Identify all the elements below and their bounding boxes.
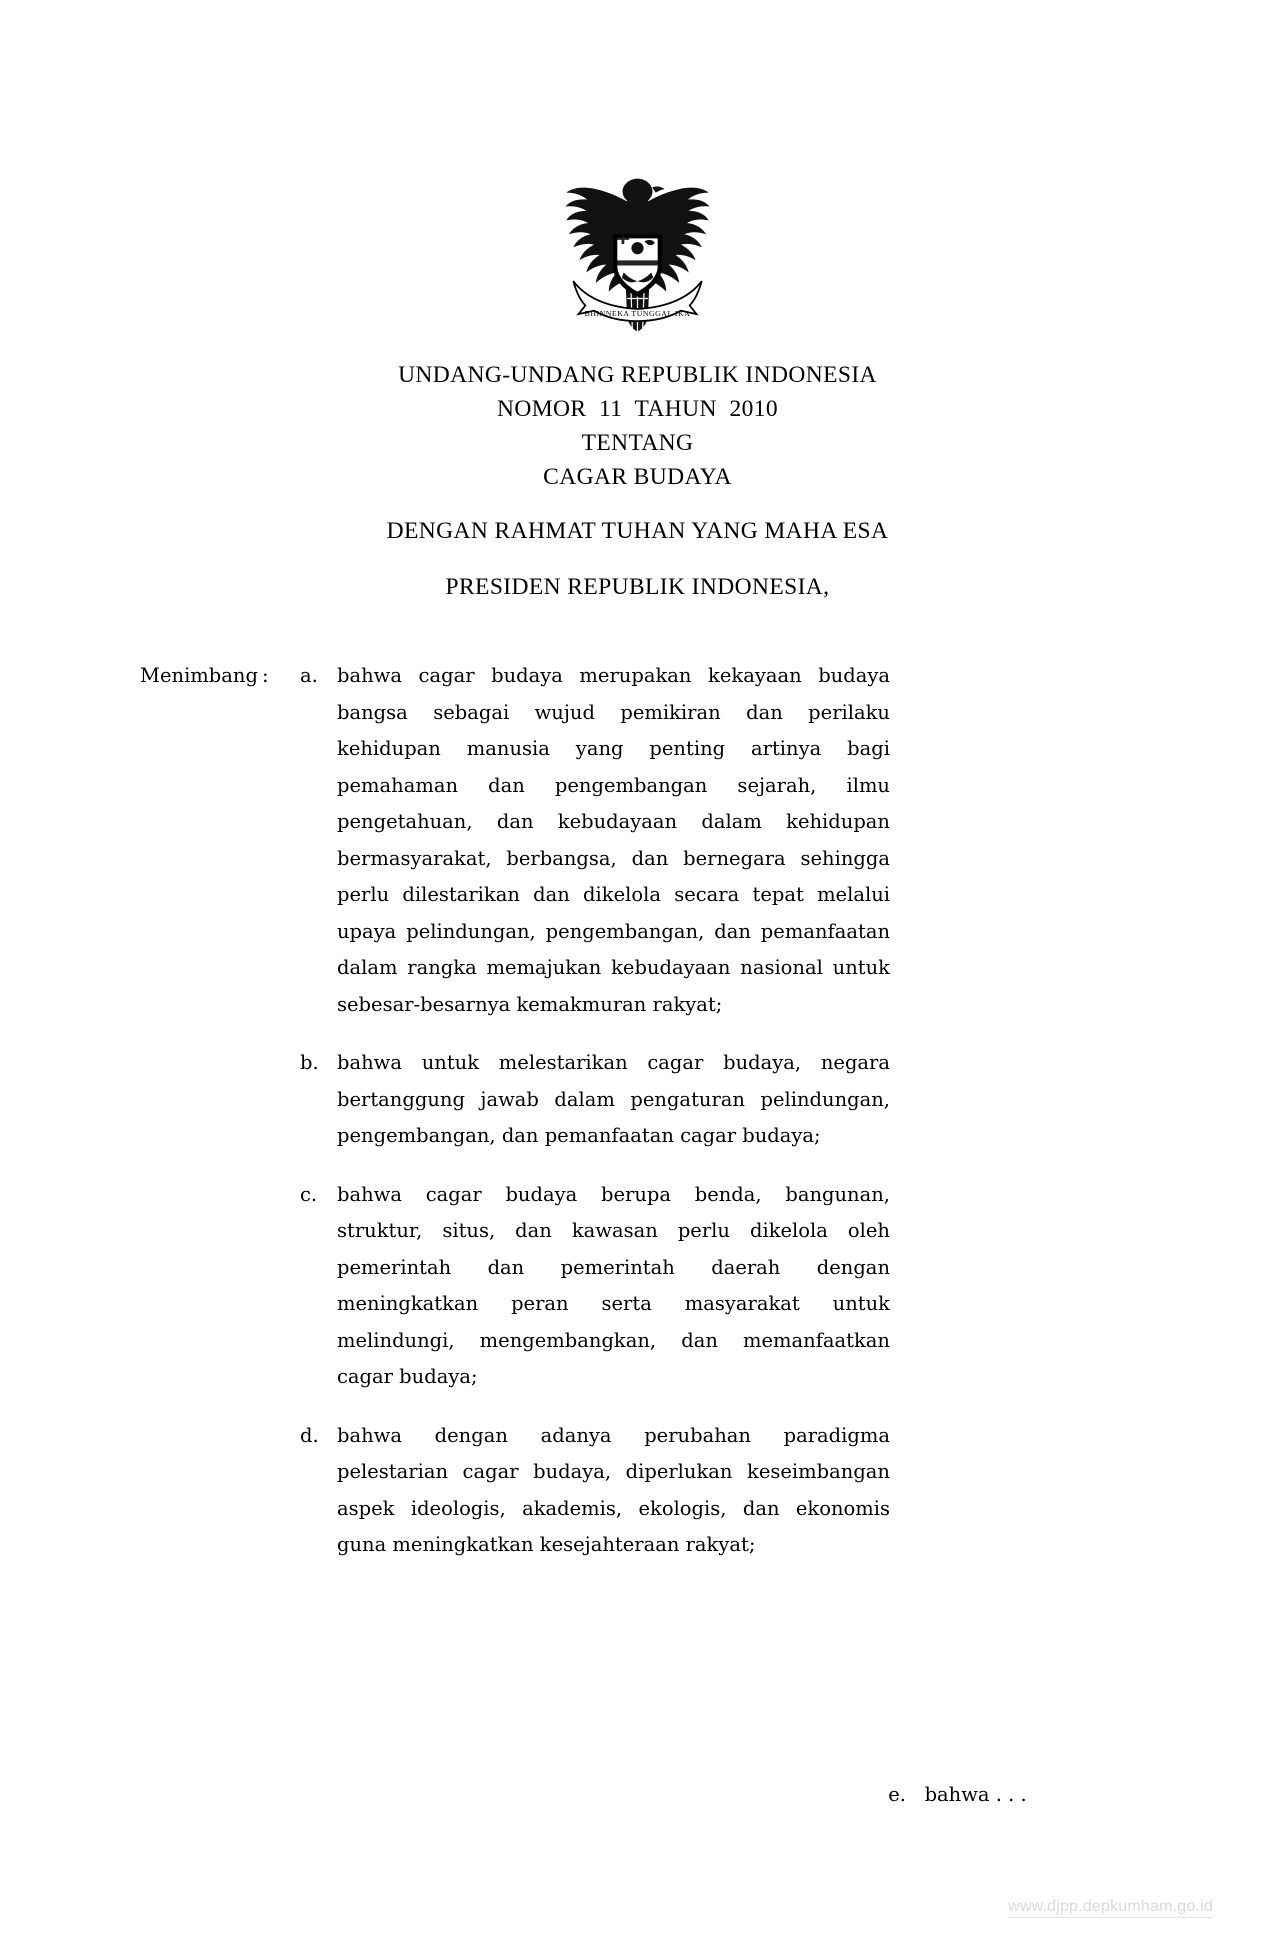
- item-spacer-a-b: [0, 1023, 1275, 1045]
- item-spacer-b-c: [0, 1155, 1275, 1177]
- title-block: [0, 358, 1275, 604]
- title-line-cagar-budaya: CAGAR BUDAYA: [543, 464, 732, 490]
- item-text-b: bahwa untuk melestarikan cagar budaya, negara bertanggung jawab dalam pengaturan pelindungan, pengembangan, dan pemanfaatan cagar budaya;: [337, 1051, 890, 1147]
- item-spacer-c-d: [0, 1396, 1275, 1418]
- emblem-container: [0, 170, 1275, 335]
- svg-text:BHINNEKA TUNGGAL IKA: BHINNEKA TUNGGAL IKA: [584, 308, 691, 318]
- page-continuation: [0, 1783, 1275, 1806]
- title-line-nomor: NOMOR 11 TAHUN 2010: [496, 396, 779, 422]
- considering-item-a: [0, 658, 1275, 1023]
- considering-colon: :: [262, 664, 269, 687]
- title-spacer-one: [0, 494, 1275, 514]
- blessing-line: DENGAN RAHMAT TUHAN YANG MAHA ESA: [386, 518, 889, 544]
- title-line-tentang: TENTANG: [581, 430, 694, 456]
- considering-label: Menimbang: [140, 664, 258, 687]
- item-marker-c: c.: [300, 1182, 318, 1206]
- item-text-a: bahwa cagar budaya merupakan kekayaan budaya bangsa sebagai wujud pemikiran dan perilaku kehidupan manusia yang penting artinya bagi pemahaman dan pengembangan sejarah, ilmu pengetahuan, dan kebudayaan dalam kehidupan bermasyarakat, berbangsa, dan bernegara sehingga perlu dilestarikan dan dikelola secara tepat melalui upaya pelindungan, pengembangan, dan pemanfaatan dalam rangka memajukan kebudayaan nasional untuk sebesar-besarnya kemakmuran rakyat;: [337, 664, 890, 1016]
- considering-item-d: [300, 1418, 1275, 1564]
- item-marker-d: d.: [300, 1423, 319, 1447]
- title-spacer-two: [0, 548, 1275, 570]
- continuation-text: e. bahwa . . .: [888, 1783, 1027, 1806]
- item-marker-b: b.: [300, 1051, 319, 1074]
- considering-item-c: [300, 1177, 1275, 1396]
- site-watermark: www.djpp.depkumham.go.id: [1008, 1898, 1213, 1918]
- considering-item-b: [300, 1045, 1275, 1155]
- garuda-pancasila-emblem: [550, 170, 725, 335]
- title-line-undang-undang: UNDANG-UNDANG REPUBLIK INDONESIA: [398, 362, 877, 388]
- item-marker-a: a.: [300, 664, 318, 687]
- item-text-c: bahwa cagar budaya berupa benda, bangunan, struktur, situs, dan kawasan perlu dikelola oleh pemerintah dan pemerintah daerah dengan meningkatkan peran serta masyarakat untuk melindungi, mengembangkan, dan memanfaatkan cagar budaya;: [337, 1182, 890, 1388]
- considering-block: [0, 658, 1275, 1564]
- issuer-line: PRESIDEN REPUBLIK INDONESIA,: [445, 574, 830, 600]
- item-text-d: bahwa dengan adanya perubahan paradigma pelestarian cagar budaya, diperlukan keseimbangan aspek ideologis, akademis, ekologis, dan ekonomis guna meningkatkan kesejahteraan rakyat;: [337, 1423, 890, 1556]
